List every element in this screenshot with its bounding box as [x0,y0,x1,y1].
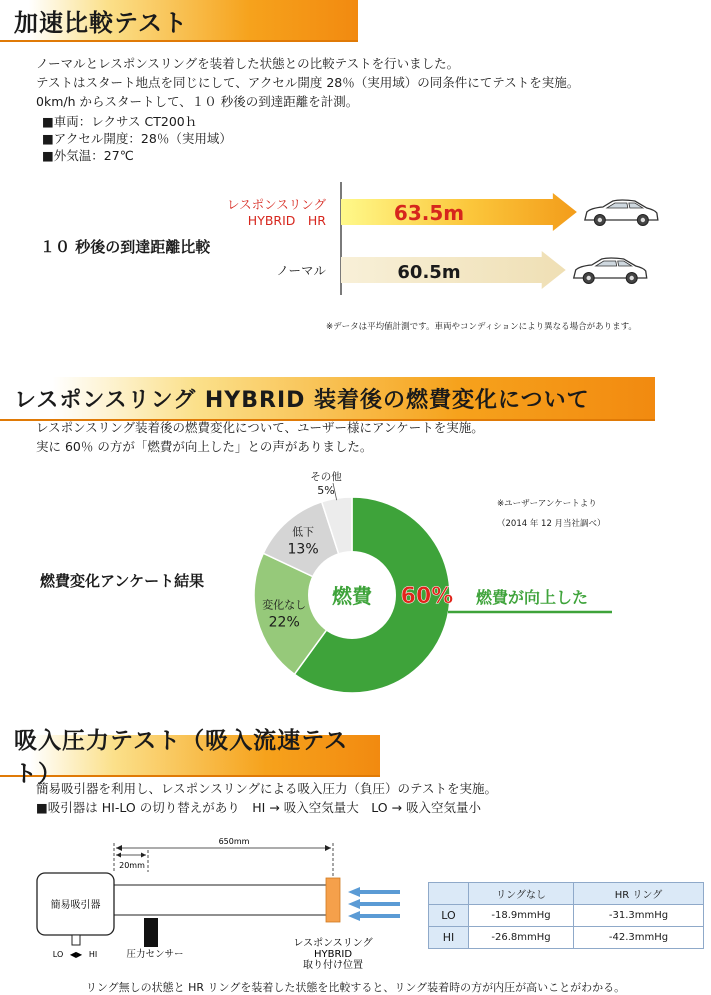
switch-arrow-icon: ◀▶ [69,950,83,959]
car-icon [574,258,647,284]
car-icon [585,200,658,226]
paragraph-line: テストはスタート地点を同じにして、アクセル開度 28％（実用域）の同条件にてテストを実施。 [36,75,580,90]
category-label: ノーマル [276,263,326,278]
spec-vehicle: ■車両：レクサス CT200ｈ [42,114,198,129]
table-header-row [429,883,704,905]
header-hr-ring: HR リング [574,883,704,905]
note-line: （2014 年 12 月当社調べ） [497,519,606,529]
slice-value-label: 5% [317,484,335,497]
distance-chart-label: １０ 秒後の到達距離比較 [40,238,211,256]
ring-label-line: 取り付け位置 [303,960,363,971]
device-label: 簡易吸引器 [50,900,101,911]
test-specs [42,113,232,164]
row-label: HI [429,927,469,949]
survey-chart-label: 燃費変化アンケート結果 [40,572,205,590]
slice-name-label: その他 [310,471,342,483]
survey-paragraph [36,418,484,456]
paragraph-line: 0km/h からスタートして、１０ 秒後の到達距離を計測。 [36,94,359,109]
section-title: レスポンスリング HYBRID 装着後の燃費変化について [14,387,590,413]
sensor-label: 圧力センサー [126,949,184,960]
section-banner-fuel [0,377,655,421]
intake-test-diagram [0,830,420,980]
section-title: 加速比較テスト [14,8,189,37]
bar-value-label: 63.5m [393,201,465,225]
pressure-sensor [144,918,158,947]
spec-temperature: ■外気温：27℃ [42,148,134,163]
slice-value-label: 22% [268,614,300,631]
spec-throttle: ■アクセル開度：28％（実用域） [42,131,232,146]
category-label: HYBRID HR [247,213,326,228]
distance-chart [0,182,711,297]
data-note: ※データは平均値計測です。車両やコンディションにより異なる場合があります。 [326,322,637,332]
paragraph-line: 実に 60％ の方が「燃費が向上した」との声がありました。 [36,439,373,454]
section-banner-acceleration [0,0,358,42]
section-title: 吸入圧力テスト（吸入流速テスト） [14,728,349,787]
table-cell: -26.8mmHg [469,927,574,949]
dimension-total-label: 650mm [218,837,250,846]
table-cell: -42.3mmHg [574,927,704,949]
section-banner-intake [0,728,380,787]
switch-lo-label: LO [52,950,64,959]
table-row [429,927,704,949]
slice-name-label: 燃費が向上した [476,588,589,607]
paragraph-line: レスポンスリング装着後の燃費変化について、ユーザー様にアンケートを実施。 [36,420,484,435]
airflow-arrows-icon [348,887,400,921]
pressure-results-table [428,882,704,949]
slice-value-label: 13% [287,541,319,558]
paragraph-line: ■吸引器は HI-LO の切り替えがあり HI → 吸入空気量大 LO → 吸入空気量小 [36,800,481,815]
slice-value-label: 60% [400,584,454,609]
paragraph-line: 簡易吸引器を利用し、レスポンスリングによる吸入圧力（負圧）のテストを実施。 [36,781,498,796]
table-row [429,905,704,927]
table-cell: -31.3mmHg [574,905,704,927]
conclusion-footer: リング無しの状態と HR リングを装着した状態を比較すると、リング装着時の方が内圧が高いことがわかる。 [85,981,626,994]
ring-label-line: HYBRID [313,949,353,960]
hi-lo-switch [72,935,80,945]
table-cell: -18.9mmHg [469,905,574,927]
category-label: レスポンスリング [226,197,326,212]
switch-hi-label: HI [88,950,98,959]
row-label: LO [429,905,469,927]
slice-name-label: 変化なし [262,598,307,612]
intro-paragraph [36,54,579,111]
slice-name-label: 低下 [292,525,315,539]
intake-paragraph [36,779,497,817]
table-corner-cell [429,883,469,905]
note-line: ※ユーザーアンケートより [497,499,597,509]
bar-value-label: 60.5m [397,262,461,283]
header-no-ring: リングなし [469,883,574,905]
donut-center-label: 燃費 [332,584,372,608]
ring-label-line: レスポンスリング [293,938,373,949]
dimension-short-label: 20mm [119,861,145,870]
survey-donut-chart [0,465,711,705]
paragraph-line: ノーマルとレスポンスリングを装着した状態との比較テストを行いました。 [36,56,460,71]
ring-position [326,878,340,922]
